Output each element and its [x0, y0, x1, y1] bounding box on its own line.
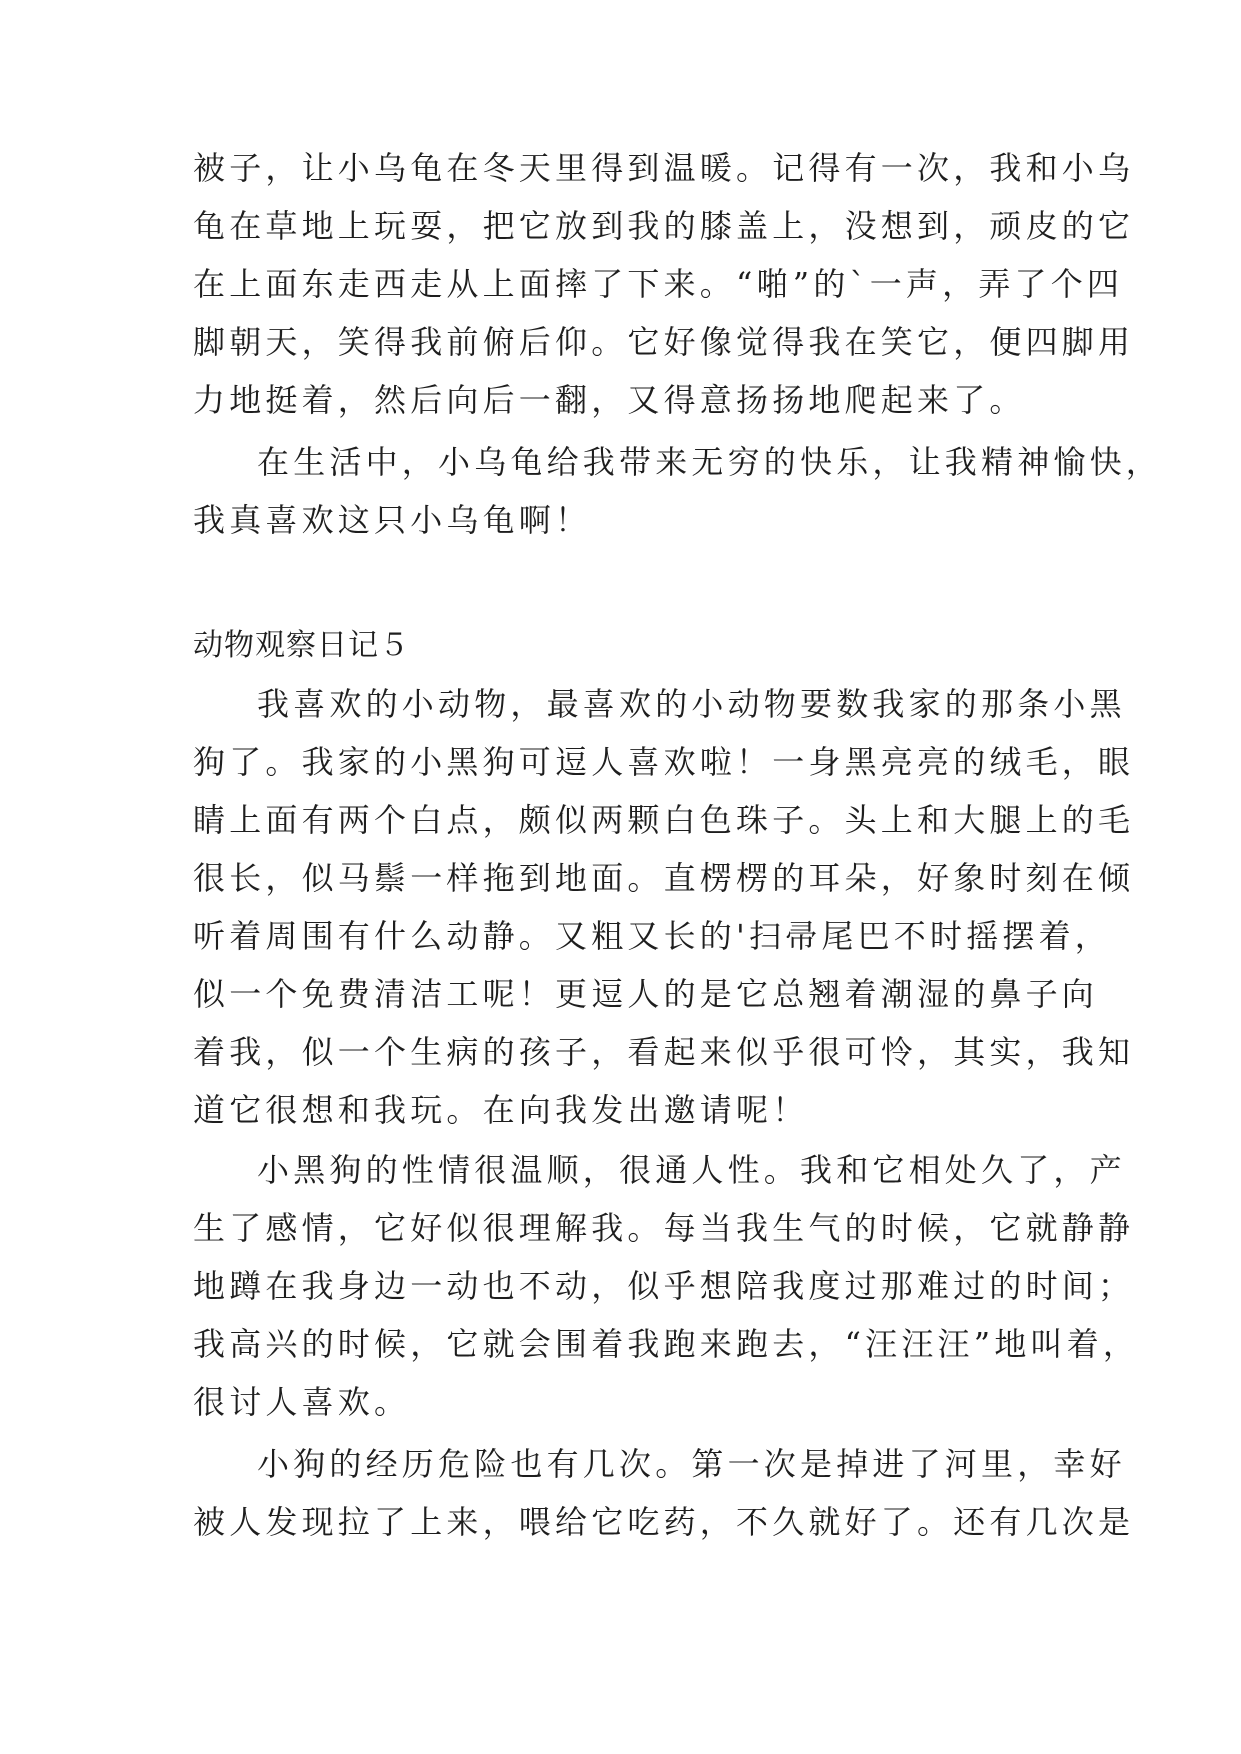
text-line: 被子，让小乌龟在冬天里得到温暖。记得有一次，我和小乌: [193, 149, 1135, 187]
text-line: 我喜欢的小动物，最喜欢的小动物要数我家的那条小黑: [257, 685, 1126, 723]
text-line: 小黑狗的性情很温顺，很通人性。我和它相处久了，产: [257, 1151, 1126, 1189]
text-line: 听着周围有什么动静。又粗又长的'扫帚尾巴不时摇摆着，: [193, 917, 1111, 955]
text-line: 龟在草地上玩耍，把它放到我的膝盖上，没想到，顽皮的它: [193, 207, 1135, 245]
text-line: 我真喜欢这只小乌龟啊！: [193, 501, 592, 539]
text-line: 着我，似一个生病的孩子，看起来似乎很可怜，其实，我知: [193, 1033, 1135, 1071]
text-line: 道它很想和我玩。在向我发出邀请呢！: [193, 1091, 809, 1129]
text-line: 在生活中，小乌龟给我带来无穷的快乐，让我精神愉快，: [257, 443, 1163, 481]
text-line: 力地挺着，然后向后一翻，又得意扬扬地爬起来了。: [193, 381, 1026, 419]
text-line: 狗了。我家的小黑狗可逗人喜欢啦！一身黑亮亮的绒毛，眼: [193, 743, 1135, 781]
text-line: 似一个免费清洁工呢！更逗人的是它总翘着潮湿的鼻子向: [193, 975, 1099, 1013]
text-line: 被人发现拉了上来，喂给它吃药，不久就好了。还有几次是: [193, 1503, 1135, 1541]
text-line: 脚朝天，笑得我前俯后仰。它好像觉得我在笑它，便四脚用: [193, 323, 1135, 361]
text-line: 小狗的经历危险也有几次。第一次是掉进了河里，幸好: [257, 1445, 1126, 1483]
section-title: 动物观察日记５: [193, 628, 410, 663]
text-line: 睛上面有两个白点，颇似两颗白色珠子。头上和大腿上的毛: [193, 801, 1135, 839]
text-line: 在上面东走西走从上面摔了下来。“啪”的`一声，弄了个四: [193, 265, 1124, 303]
text-line: 地蹲在我身边一动也不动，似乎想陪我度过那难过的时间；: [193, 1267, 1135, 1305]
text-line: 我高兴的时候，它就会围着我跑来跑去，“汪汪汪”地叫着，: [193, 1325, 1140, 1363]
text-line: 很长，似马鬃一样拖到地面。直楞楞的耳朵，好象时刻在倾: [193, 859, 1135, 897]
text-line: 生了感情，它好似很理解我。每当我生气的时候，它就静静: [193, 1209, 1135, 1247]
text-line: 很讨人喜欢。: [193, 1383, 411, 1421]
